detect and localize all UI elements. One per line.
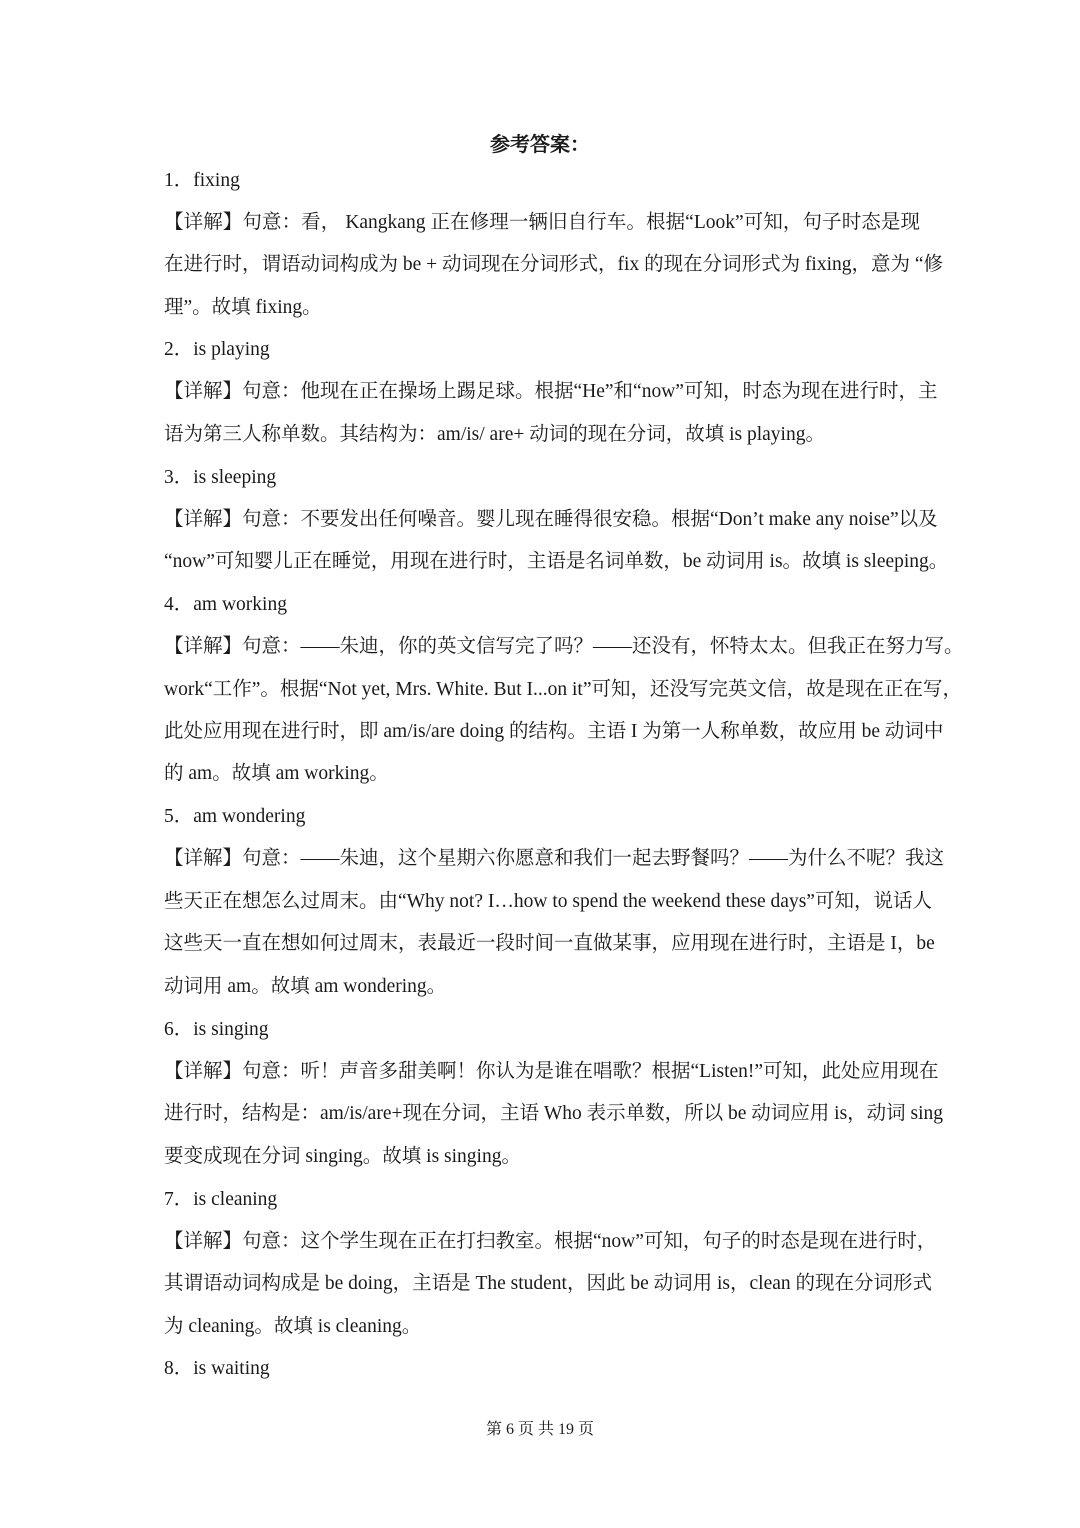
answer-7: 7．is cleaning [164,1189,278,1210]
explanation-4-line-3: 此处应用现在进行时，即 am/is/are doing 的结构。主语 I 为第一人称单数，故应用 be 动词中 [164,721,944,742]
explanation-1-line-3: 理”。故填 fixing。 [164,297,322,318]
answer-3: 3．is sleeping [164,467,277,488]
explanation-5-line-3: 这些天一直在想如何过周末，表最近一段时间一直做某事，应用现在进行时，主语是 I，be [164,933,935,954]
answer-2: 2．is playing [164,339,270,360]
answer-8: 8．is waiting [164,1358,270,1379]
answer-6: 6．is singing [164,1019,269,1040]
explanation-5-line-4: 动词用 am。故填 am wondering。 [164,976,447,997]
explanation-4-line-2: work“工作”。根据“Not yet, Mrs. White. But I...on it”可知，还没写完英文信，故是现在正在写， [164,679,962,700]
explanation-4-line-1: 【详解】句意：——朱迪，你的英文信写完了吗？——还没有，怀特太太。但我正在努力写。 [164,636,964,657]
explanation-2-line-1: 【详解】句意：他现在正在操场上踢足球。根据“He”和“now”可知，时态为现在进行时，主 [164,381,938,402]
explanation-1-line-2: 在进行时，谓语动词构成为 be + 动词现在分词形式，fix 的现在分词形式为 fixing，意为 “修 [164,254,944,275]
answer-5: 5．am wondering [164,806,306,827]
answer-4: 4．am working [164,594,287,615]
explanation-3-line-1: 【详解】句意：不要发出任何噪音。婴儿现在睡得很安稳。根据“Don’t make any noise”以及 [164,509,938,530]
answer-1: 1．fixing [164,170,240,191]
page-title: 参考答案： [490,134,590,156]
explanation-4-line-4: 的 am。故填 am working。 [164,763,389,784]
explanation-6-line-2: 进行时，结构是：am/is/are+现在分词，主语 Who 表示单数，所以 be 动词应用 is，动词 sing [164,1103,944,1124]
explanation-7-line-1: 【详解】句意：这个学生现在正在打扫教室。根据“now”可知，句子的时态是现在进行时， [164,1231,937,1252]
explanation-1-line-1: 【详解】句意：看， Kangkang 正在修理一辆旧自行车。根据“Look”可知，句子时态是现 [164,212,920,233]
explanation-5-line-2: 些天正在想怎么过周末。由“Why not? I…how to spend the weekend these days”可知，说话人 [164,891,932,912]
explanation-6-line-1: 【详解】句意：听！声音多甜美啊！你认为是谁在唱歌？根据“Listen!”可知，此处应用现在 [164,1061,939,1082]
explanation-7-line-2: 其谓语动词构成是 be doing，主语是 The student，因此 be 动词用 is，clean 的现在分词形式 [164,1273,933,1294]
explanation-2-line-2: 语为第三人称单数。其结构为：am/is/ are+ 动词的现在分词，故填 is playing。 [164,424,825,445]
explanation-5-line-1: 【详解】句意：——朱迪，这个星期六你愿意和我们一起去野餐吗？——为什么不呢？我这 [164,848,945,869]
explanation-3-line-2: “now”可知婴儿正在睡觉，用现在进行时，主语是名词单数，be 动词用 is。故填 is sleeping。 [164,551,949,572]
explanation-6-line-3: 要变成现在分词 singing。故填 is singing。 [164,1146,521,1167]
explanation-7-line-3: 为 cleaning。故填 is cleaning。 [164,1316,422,1337]
page-footer: 第 6 页 共 19 页 [485,1421,594,1438]
